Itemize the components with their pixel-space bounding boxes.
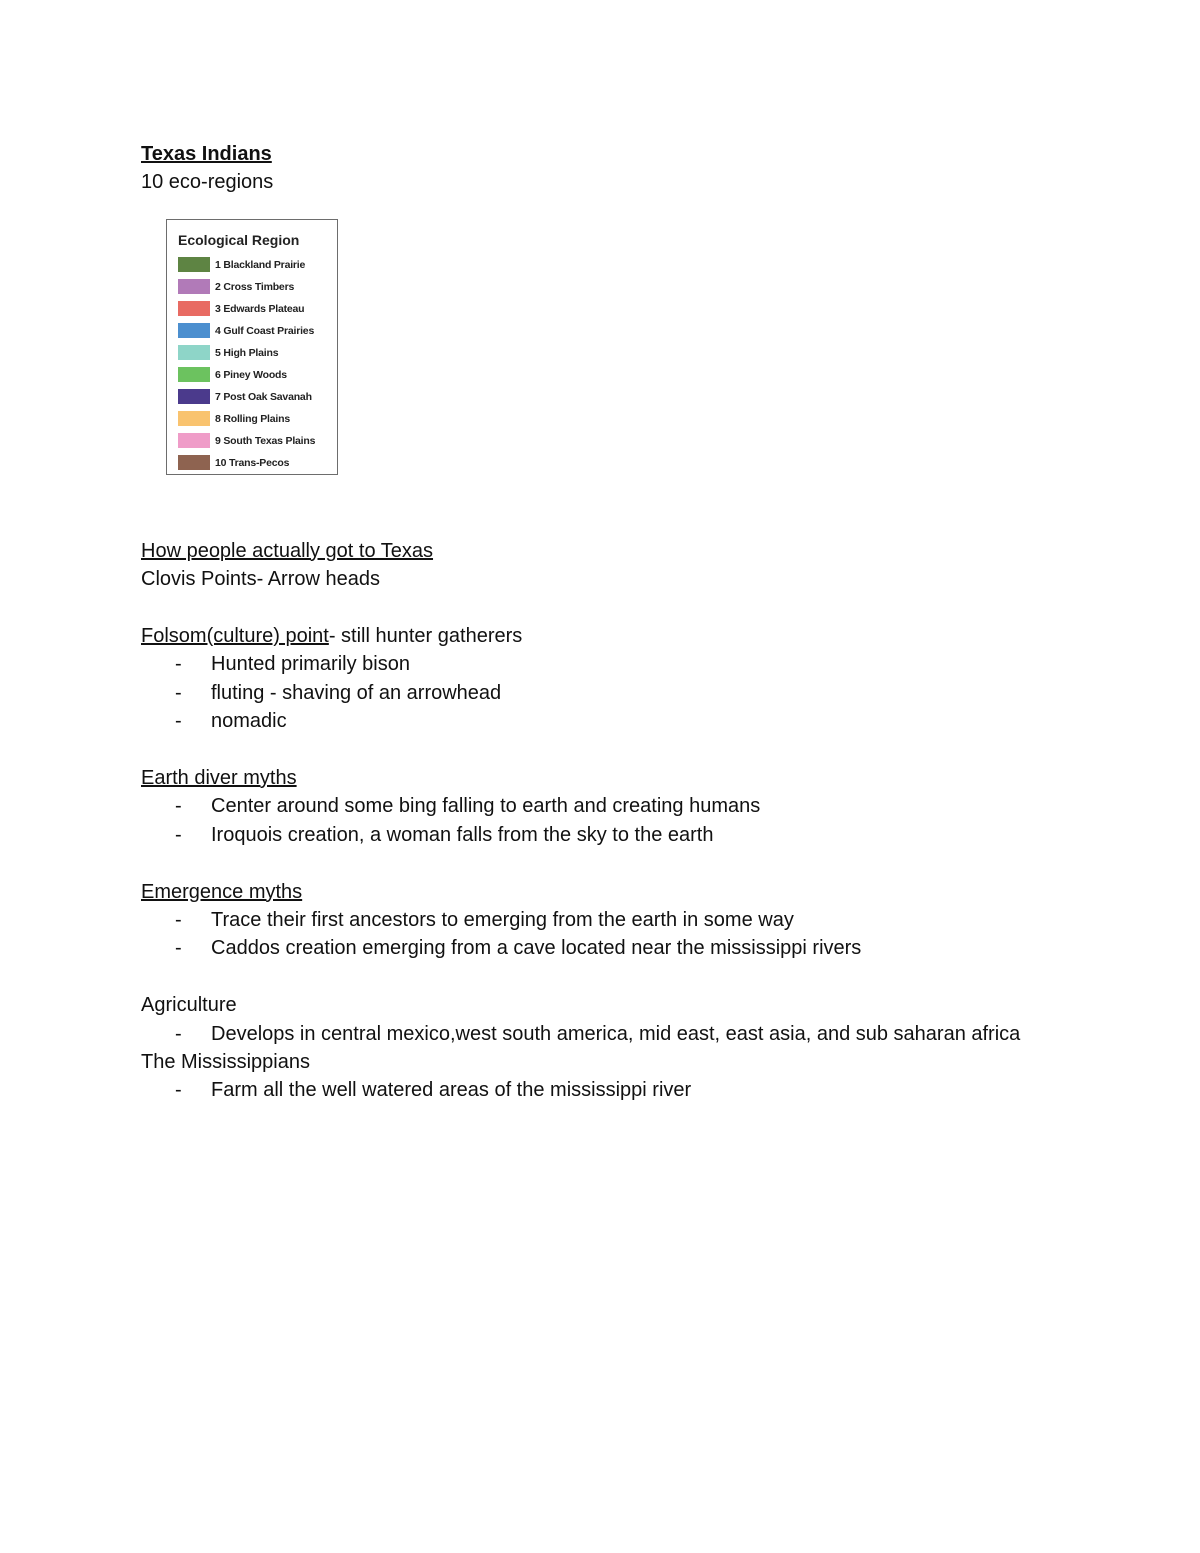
legend-label: 2 Cross Timbers — [215, 280, 295, 293]
legend-label: 5 High Plains — [215, 346, 279, 359]
dash-bullet: - — [175, 795, 182, 818]
mississippians-list — [141, 1076, 1101, 1104]
list-item — [141, 792, 1101, 820]
dash-bullet: - — [175, 653, 182, 676]
legend-swatch — [178, 301, 210, 316]
list-item-text: nomadic — [211, 710, 287, 733]
dash-bullet: - — [175, 681, 182, 704]
spacer — [141, 594, 1101, 622]
earth-diver-list — [141, 792, 1101, 849]
list-item-text: Hunted primarily bison — [211, 653, 410, 676]
legend-item — [178, 254, 315, 276]
dash-bullet: - — [175, 1022, 182, 1045]
section-heading-how: How people actually got to Texas — [141, 539, 434, 562]
list-item-text: Trace their first ancestors to emerging from the earth in some way — [211, 909, 794, 932]
legend-image-area — [141, 197, 1101, 537]
legend-label: 1 Blackland Prairie — [215, 258, 306, 271]
dash-bullet: - — [175, 823, 182, 846]
legend-item — [178, 298, 315, 320]
dash-bullet: - — [175, 909, 182, 932]
legend-item — [178, 386, 315, 408]
legend-swatch — [178, 411, 210, 426]
dash-bullet: - — [175, 710, 182, 733]
list-item — [141, 821, 1101, 849]
section-heading-agriculture: Agriculture — [141, 994, 237, 1017]
list-item-text: Develops in central mexico,west south america, mid east, east asia, and sub saharan africa — [211, 1022, 1021, 1045]
section-heading-earth-diver: Earth diver myths — [141, 767, 297, 790]
list-item — [141, 934, 1101, 962]
list-item — [141, 650, 1101, 678]
legend-item — [178, 408, 315, 430]
spacer — [141, 963, 1101, 991]
legend-item — [178, 276, 315, 298]
list-item — [141, 679, 1101, 707]
list-item-text: Iroquois creation, a woman falls from the sky to the earth — [211, 823, 714, 846]
legend-swatch — [178, 389, 210, 404]
legend-label: 9 South Texas Plains — [215, 434, 316, 447]
section-heading-folsom: Folsom(culture) point — [141, 625, 329, 648]
legend-swatch — [178, 367, 210, 382]
legend-swatch — [178, 279, 210, 294]
list-item-text: fluting - shaving of an arrowhead — [211, 681, 502, 704]
folsom-list — [141, 650, 1101, 735]
ecological-region-legend — [166, 219, 338, 475]
legend-label: 3 Edwards Plateau — [215, 302, 305, 315]
legend-title: Ecological Region — [178, 231, 300, 248]
agriculture-list — [141, 1020, 1101, 1048]
list-item-text: Farm all the well watered areas of the mississippi river — [211, 1079, 692, 1102]
section-heading-mississippians: The Mississippians — [141, 1051, 310, 1074]
legend-swatch — [178, 345, 210, 360]
spacer — [141, 736, 1101, 764]
legend-item — [178, 430, 315, 452]
spacer — [141, 849, 1101, 877]
section-heading-emergence: Emergence myths — [141, 880, 303, 903]
document-page — [141, 140, 1101, 1105]
legend-item — [178, 342, 315, 364]
legend-swatch — [178, 257, 210, 272]
emergence-list — [141, 906, 1101, 963]
list-item — [141, 906, 1101, 934]
legend-label: 8 Rolling Plains — [215, 412, 290, 425]
legend-label: 7 Post Oak Savanah — [215, 390, 312, 403]
document-subtitle: 10 eco-regions — [141, 171, 274, 194]
list-item-text: Caddos creation emerging from a cave located near the mississippi rivers — [211, 937, 862, 960]
list-item — [141, 707, 1101, 735]
dash-bullet: - — [175, 1079, 182, 1102]
dash-bullet: - — [175, 937, 182, 960]
legend-swatch — [178, 323, 210, 338]
clovis-line: Clovis Points- Arrow heads — [141, 568, 380, 591]
legend-items — [178, 254, 315, 474]
list-item — [141, 1076, 1101, 1104]
list-item-text: Center around some bing falling to earth and creating humans — [211, 795, 761, 818]
legend-label: 10 Trans-Pecos — [215, 456, 290, 469]
list-item — [141, 1020, 1101, 1048]
folsom-heading-line — [141, 622, 1101, 650]
folsom-heading-rest: - still hunter gatherers — [328, 625, 523, 648]
legend-item — [178, 320, 315, 342]
legend-label: 6 Piney Woods — [215, 368, 287, 381]
legend-swatch — [178, 455, 210, 470]
legend-swatch — [178, 433, 210, 448]
legend-item — [178, 364, 315, 386]
document-title: Texas Indians — [141, 143, 272, 165]
legend-label: 4 Gulf Coast Prairies — [215, 324, 315, 337]
legend-item — [178, 452, 315, 474]
